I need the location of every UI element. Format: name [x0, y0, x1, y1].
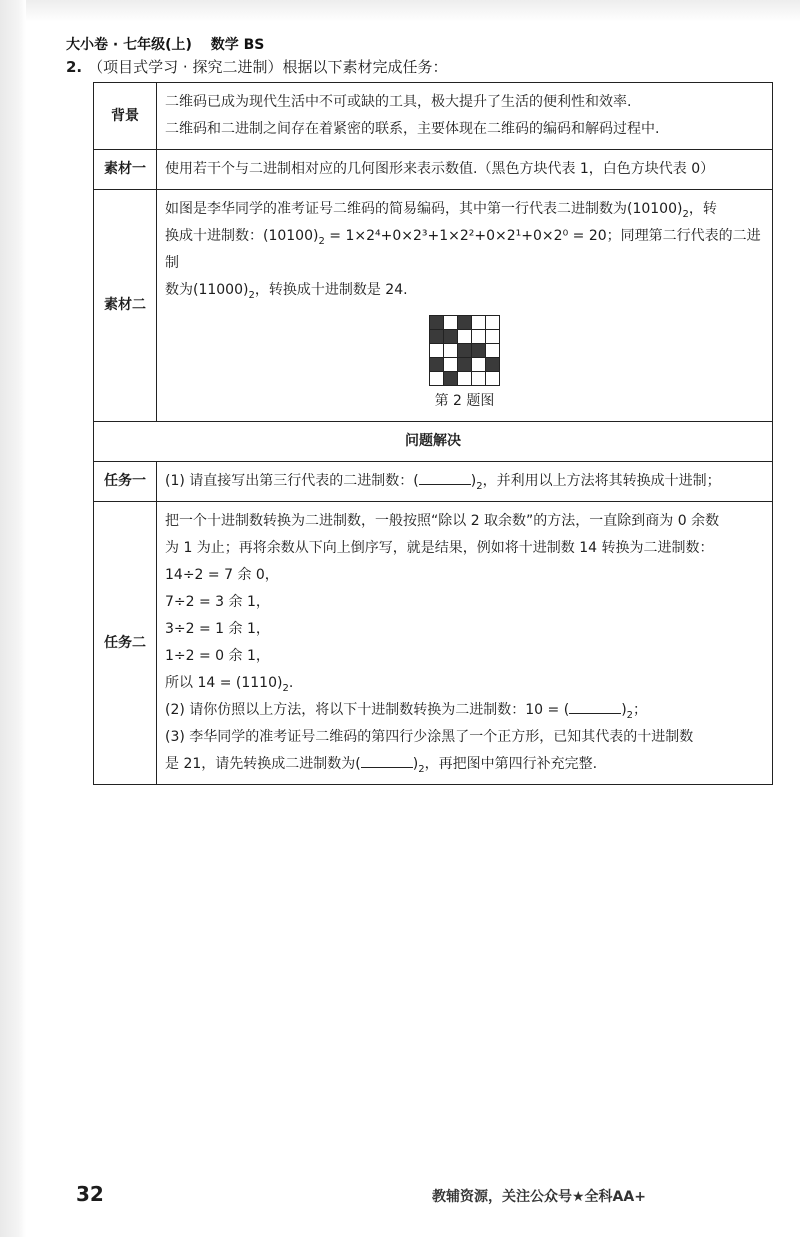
base-subscript: 2: [476, 480, 483, 492]
row-label-material-2: 素材二: [94, 190, 157, 422]
grid-cell-white: [472, 358, 485, 371]
question-number: 2.: [66, 58, 83, 76]
material-2-line-2-text: 换成十进制数：(10100): [165, 228, 319, 244]
grid-cell-white: [472, 372, 485, 385]
row-label-task-1: 任务一: [94, 462, 157, 502]
grid-cell-white: [444, 316, 457, 329]
division-result-tail: .: [288, 675, 294, 691]
answer-blank[interactable]: [419, 469, 471, 485]
grid-cell-black: [486, 358, 499, 371]
material-2-line-3: [165, 277, 764, 304]
grid-cell-black: [458, 316, 471, 329]
answer-blank[interactable]: [361, 752, 413, 768]
grid-cell-white: [472, 330, 485, 343]
qr-figure: [165, 312, 764, 415]
task-2-question-3-text: 是 21，请先转换成二进制数为(: [165, 756, 361, 772]
row-material-1: [94, 150, 773, 190]
grid-cell-white: [444, 344, 457, 357]
answer-blank[interactable]: [569, 698, 621, 714]
grid-cell-white: [472, 316, 485, 329]
base-subscript: 2: [248, 289, 255, 301]
task-2-question-3-tail: ，再把图中第四行补充完整.: [424, 756, 598, 772]
row-task-2: [94, 502, 773, 785]
base-subscript: 2: [626, 709, 634, 721]
close-paren: ): [621, 702, 627, 718]
task-2-question-2: [165, 697, 764, 724]
page-number: 32: [76, 1182, 104, 1206]
scan-left-edge: [0, 0, 26, 1237]
grid-cell-black: [458, 358, 471, 371]
grid-cell-white: [458, 372, 471, 385]
task-1-tail: ，并利用以上方法将其转换成十进制；: [482, 473, 721, 489]
base-subscript: 2: [418, 763, 425, 775]
background-line-2: 二维码和二进制之间存在着紧密的联系，主要体现在二维码的编码和解码过程中.: [165, 121, 660, 137]
material-1-text: 使用若干个与二进制相对应的几何图形来表示数值.（黑色方块代表 1，白色方块代表 0）: [157, 150, 773, 190]
background-line-1: 二维码已成为现代生活中不可或缺的工具，极大提升了生活的便利性和效率.: [165, 94, 632, 110]
material-2-line-3-tail: ，转换成十进制数是 24.: [254, 282, 408, 298]
material-2-line-1-text: 如图是李华同学的准考证号二维码的简易编码，其中第一行代表二进制数为(10100): [165, 201, 683, 217]
scan-top-edge: [0, 0, 800, 22]
division-step: 7÷2 = 3 余 1，: [165, 594, 270, 610]
row-material-2: [94, 190, 773, 422]
task-1-close-paren: ): [470, 473, 477, 489]
grid-cell-white: [486, 316, 499, 329]
task-2-question-3-line-2: [165, 751, 764, 778]
section-problem-solving: 问题解决: [94, 422, 773, 462]
question-title: [66, 56, 447, 77]
material-2-line-1: [165, 196, 764, 223]
grid-cell-black: [430, 330, 443, 343]
division-step: 3÷2 = 1 余 1，: [165, 621, 270, 637]
division-step: 14÷2 = 7 余 0，: [165, 567, 279, 583]
grid-cell-white: [430, 344, 443, 357]
task-table: [93, 82, 773, 785]
task-2-question-2-tail: ；: [633, 702, 648, 718]
material-2-line-2-tail: = 1×2⁴+0×2³+1×2²+0×2¹+0×2⁰ = 20；同理第二行代表的二进制: [165, 228, 761, 271]
grid-cell-white: [486, 372, 499, 385]
grid-cell-white: [486, 330, 499, 343]
base-subscript: 2: [318, 235, 325, 247]
task-2-intro-1: 把一个十进制数转换为二进制数，一般按照“除以 2 取余数”的方法，一直除到商为 0 余数: [165, 513, 720, 529]
material-2-line-2: [165, 223, 764, 277]
close-paren: ): [412, 756, 419, 772]
row-label-material-1: 素材一: [94, 150, 157, 190]
division-step: 1÷2 = 0 余 1，: [165, 648, 270, 664]
material-2-line-1-tail: ，转: [688, 201, 717, 217]
row-section-header: [94, 422, 773, 462]
task-1-content: [157, 462, 773, 502]
book-title: 大小卷 · 七年级(上): [66, 37, 192, 53]
grid-cell-white: [444, 358, 457, 371]
row-label-task-2: 任务二: [94, 502, 157, 785]
task-2-question-3-line-1: (3) 李华同学的准考证号二维码的第四行少涂黑了一个正方形，已知其代表的十进制数: [165, 729, 694, 745]
grid-cell-white: [458, 330, 471, 343]
subject-label: 数学 BS: [210, 37, 265, 53]
division-result-text: 所以 14 = (1110): [165, 675, 283, 691]
background-content: [157, 83, 773, 150]
qr-code-grid: [429, 315, 500, 386]
grid-cell-black: [430, 316, 443, 329]
running-header: [66, 34, 264, 54]
row-label-background: 背景: [94, 83, 157, 150]
division-result: [165, 670, 764, 697]
base-subscript: 2: [682, 208, 689, 220]
task-2-intro-2: 为 1 为止；再将余数从下向上倒序写，就是结果，例如将十进制数 14 转换为二进制数：: [165, 540, 714, 556]
figure-caption: 第 2 题图: [434, 393, 495, 409]
grid-cell-black: [444, 330, 457, 343]
grid-cell-black: [430, 358, 443, 371]
task-2-content: [157, 502, 773, 785]
footer-note: 教辅资源，关注公众号★全科AA+: [432, 1189, 646, 1205]
material-2-line-3-text: 数为(11000): [165, 282, 249, 298]
grid-cell-black: [444, 372, 457, 385]
task-1-text: (1) 请直接写出第三行代表的二进制数：(: [165, 473, 419, 489]
material-2-content: [157, 190, 773, 422]
grid-cell-white: [430, 372, 443, 385]
grid-cell-black: [458, 344, 471, 357]
row-task-1: [94, 462, 773, 502]
task-2-question-2-text: (2) 请你仿照以上方法，将以下十进制数转换为二进制数：10 = (: [165, 702, 570, 718]
grid-cell-white: [486, 344, 499, 357]
grid-cell-black: [472, 344, 485, 357]
base-subscript: 2: [282, 682, 289, 694]
row-background: [94, 83, 773, 150]
question-text: （项目式学习 · 探究二进制）根据以下素材完成任务：: [88, 58, 448, 76]
